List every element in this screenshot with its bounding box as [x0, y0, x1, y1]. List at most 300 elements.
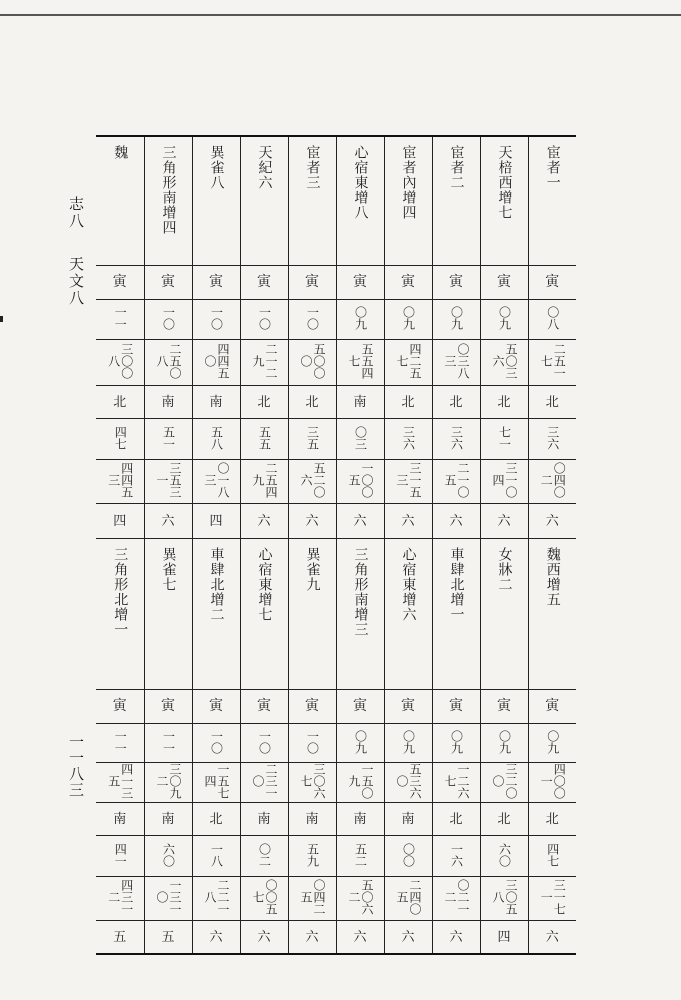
table-cell: [336, 504, 384, 539]
table-cell: [144, 386, 192, 419]
cell-value: 五九: [305, 842, 320, 867]
table-cell: [480, 836, 528, 877]
table-cell: [144, 419, 192, 460]
cell-value: 三〇九二: [155, 763, 182, 799]
cell-value: 寅: [401, 698, 415, 714]
table-cell: [192, 803, 240, 836]
cell-value: 四七: [113, 425, 128, 450]
cell-value: 四七: [545, 842, 560, 867]
star-table: [96, 135, 576, 955]
table-cell: [528, 266, 576, 300]
cell-value: 一〇: [305, 729, 320, 754]
cell-value: 南: [113, 811, 127, 827]
star-name: 心宿東增八: [352, 145, 369, 220]
star-name: 天棓西增七: [496, 145, 513, 220]
table-cell: [192, 877, 240, 921]
cell-value: 一〇: [305, 306, 320, 330]
cell-value: 南: [401, 811, 415, 827]
table-row: [96, 386, 576, 419]
cell-value: 六: [401, 513, 415, 529]
table-cell: [432, 690, 480, 724]
cell-value: 北: [113, 394, 127, 410]
cell-value: 五五四七: [347, 343, 374, 379]
table-cell: [384, 300, 432, 340]
cell-value: 寅: [449, 698, 463, 714]
cell-value: 一一: [113, 729, 128, 754]
table-cell: [192, 504, 240, 539]
star-name: 天紀六: [256, 145, 273, 190]
cell-value: 七一: [497, 425, 512, 450]
table-cell: [240, 724, 288, 763]
cell-value: 六: [353, 513, 367, 529]
table-cell: [96, 419, 144, 460]
cell-value: 〇〇五七: [251, 879, 278, 915]
cell-value: 一〇: [209, 306, 224, 330]
table-cell: [288, 921, 336, 955]
cell-value: 一〇: [209, 729, 224, 754]
table-cell: [96, 504, 144, 539]
table-row: [96, 803, 576, 836]
table-row: [96, 460, 576, 504]
cell-value: 北: [449, 811, 463, 827]
cell-value: 〇九: [353, 729, 368, 754]
table-cell: [480, 136, 528, 266]
table-cell: [96, 803, 144, 836]
side-tick: [0, 316, 3, 322]
table-cell: [528, 921, 576, 955]
table-cell: [432, 300, 480, 340]
table-cell: [336, 460, 384, 504]
table-cell: [144, 136, 192, 266]
table-cell: [384, 763, 432, 803]
cell-value: 〇二一二: [443, 879, 470, 915]
table-cell: [384, 836, 432, 877]
table-cell: [288, 386, 336, 419]
cell-value: 寅: [545, 698, 560, 714]
table-cell: [240, 340, 288, 386]
table-cell: [240, 763, 288, 803]
table-cell: [288, 724, 336, 763]
cell-value: 寅: [161, 274, 175, 290]
table-row: [96, 690, 576, 724]
cell-value: 寅: [161, 698, 175, 714]
table-row: [96, 921, 576, 955]
table-cell: [432, 504, 480, 539]
star-name: 車肆北增二: [208, 547, 225, 622]
cell-value: 寅: [401, 274, 415, 290]
cell-value: 一〇: [257, 729, 272, 754]
cell-value: 五五: [257, 425, 272, 450]
cell-value: 北: [497, 394, 511, 410]
cell-value: 寅: [257, 274, 271, 290]
table-cell: [288, 266, 336, 300]
table-cell: [384, 419, 432, 460]
cell-value: 五〇三六: [491, 343, 518, 379]
table-cell: [528, 460, 576, 504]
cell-value: 四四五三: [106, 462, 134, 498]
cell-value: 六〇: [497, 842, 512, 867]
cell-value: 南: [209, 394, 223, 410]
table-cell: [336, 921, 384, 955]
table-row: [96, 419, 576, 460]
table-cell: [144, 340, 192, 386]
cell-value: 一一: [113, 306, 128, 330]
top-rule: [0, 14, 681, 16]
table-cell: [480, 460, 528, 504]
cell-value: 南: [353, 394, 367, 410]
table-cell: [384, 504, 432, 539]
cell-value: 五二〇六: [299, 462, 326, 498]
table-cell: [528, 504, 576, 539]
table-row: [96, 724, 576, 763]
cell-value: 寅: [209, 698, 223, 714]
cell-value: 南: [257, 811, 271, 827]
table-cell: [192, 539, 240, 690]
cell-value: 〇二: [257, 842, 272, 867]
cell-value: 四一三五: [106, 763, 134, 799]
table-cell: [96, 763, 144, 803]
table-cell: [96, 690, 144, 724]
cell-value: 寅: [257, 698, 271, 714]
table-cell: [384, 340, 432, 386]
cell-value: 寅: [497, 698, 511, 714]
cell-value: 寅: [353, 274, 367, 290]
cell-value: 寅: [545, 274, 560, 290]
table-cell: [384, 539, 432, 690]
table-cell: [96, 460, 144, 504]
cell-value: 三一五三: [395, 462, 422, 498]
star-name: 女牀二: [496, 547, 513, 592]
table-cell: [192, 724, 240, 763]
cell-value: 南: [161, 811, 175, 827]
table-row: [96, 136, 576, 266]
star-name: 宦者內增四: [400, 145, 417, 220]
table-cell: [96, 136, 144, 266]
table-cell: [432, 340, 480, 386]
cell-value: 六: [497, 513, 511, 529]
table-cell: [240, 266, 288, 300]
cell-value: 一〇: [161, 306, 176, 330]
table-cell: [384, 460, 432, 504]
star-name: 三角形南增三: [352, 547, 369, 637]
cell-value: 三〇〇八: [106, 343, 134, 379]
table-cell: [144, 539, 192, 690]
table-cell: [432, 877, 480, 921]
cell-value: 北: [257, 394, 271, 410]
table-cell: [240, 803, 288, 836]
table-cell: [288, 504, 336, 539]
table-cell: [336, 300, 384, 340]
cell-value: 三六: [545, 425, 560, 450]
star-name: 宦者二: [448, 145, 465, 190]
cell-value: 四四五〇: [203, 343, 230, 379]
cell-value: 六: [209, 929, 223, 945]
table-cell: [288, 136, 336, 266]
cell-value: 寅: [112, 698, 127, 714]
cell-value: 二三一〇: [251, 763, 278, 799]
cell-value: 一一: [161, 729, 176, 754]
table-cell: [240, 300, 288, 340]
cell-value: 〇〇: [401, 842, 416, 867]
table-cell: [96, 386, 144, 419]
table-cell: [432, 836, 480, 877]
cell-value: 六: [353, 929, 367, 945]
table-cell: [144, 300, 192, 340]
cell-value: 五: [113, 929, 127, 945]
cell-value: 四: [209, 513, 223, 529]
cell-value: 寅: [112, 274, 127, 290]
table-cell: [144, 877, 192, 921]
cell-value: 三一七一: [539, 879, 567, 915]
table-cell: [192, 460, 240, 504]
cell-value: 三五三一: [155, 462, 182, 498]
table-cell: [336, 419, 384, 460]
cell-value: 一五〇九: [347, 763, 374, 799]
table-cell: [288, 300, 336, 340]
table-cell: [240, 504, 288, 539]
table-cell: [480, 690, 528, 724]
table-cell: [432, 803, 480, 836]
cell-value: 〇九: [353, 306, 368, 330]
table-cell: [336, 266, 384, 300]
table-cell: [144, 504, 192, 539]
cell-value: 六: [545, 929, 559, 945]
table-cell: [480, 386, 528, 419]
table-row: [96, 300, 576, 340]
cell-value: 北: [209, 811, 223, 827]
table-cell: [144, 803, 192, 836]
cell-value: 五〇〇〇: [299, 343, 326, 379]
table-cell: [432, 921, 480, 955]
table-cell: [96, 836, 144, 877]
table-cell: [384, 724, 432, 763]
table-cell: [240, 460, 288, 504]
table-cell: [96, 539, 144, 690]
table-cell: [384, 803, 432, 836]
table-cell: [192, 690, 240, 724]
cell-value: 寅: [305, 698, 319, 714]
cell-value: 五〇六二: [347, 879, 374, 915]
cell-value: 二一二九: [251, 343, 278, 379]
cell-value: 一三一〇: [155, 879, 182, 915]
table-cell: [336, 877, 384, 921]
table-cell: [144, 921, 192, 955]
table-cell: [528, 136, 576, 266]
table-cell: [432, 724, 480, 763]
table-cell: [528, 539, 576, 690]
cell-value: 六: [449, 929, 463, 945]
table-cell: [432, 386, 480, 419]
cell-value: 六: [401, 929, 415, 945]
cell-value: 六: [545, 513, 559, 529]
cell-value: 南: [353, 811, 367, 827]
cell-value: 一〇: [257, 306, 272, 330]
page-number: 一一八三: [67, 734, 85, 798]
table-cell: [288, 877, 336, 921]
table-cell: [192, 300, 240, 340]
table-cell: [192, 836, 240, 877]
table-cell: [528, 724, 576, 763]
cell-value: 〇九: [449, 729, 464, 754]
cell-value: 寅: [497, 274, 511, 290]
table-cell: [432, 460, 480, 504]
table-row: [96, 340, 576, 386]
table-cell: [528, 300, 576, 340]
table-cell: [480, 266, 528, 300]
table-cell: [288, 690, 336, 724]
cell-value: 二二一八: [203, 879, 230, 915]
table-cell: [384, 877, 432, 921]
cell-value: 二四〇五: [395, 879, 422, 915]
cell-value: 〇九: [497, 306, 512, 330]
cell-value: 〇八: [545, 306, 560, 330]
cell-value: 二五一七: [539, 343, 567, 379]
table-cell: [528, 836, 576, 877]
cell-value: 二五〇八: [155, 343, 182, 379]
table-cell: [144, 763, 192, 803]
cell-value: 五二: [353, 842, 368, 867]
table-row: [96, 504, 576, 539]
table-cell: [288, 763, 336, 803]
cell-value: 〇一八三: [203, 462, 230, 498]
table-cell: [288, 803, 336, 836]
table-cell: [336, 690, 384, 724]
cell-value: 四二五七: [395, 343, 422, 379]
table-cell: [480, 921, 528, 955]
cell-value: 二一〇五: [443, 462, 470, 498]
star-name: 異雀八: [208, 145, 225, 190]
table-cell: [528, 803, 576, 836]
table-cell: [480, 724, 528, 763]
star-name: 車肆北增一: [448, 547, 465, 622]
table-cell: [336, 836, 384, 877]
table-cell: [144, 724, 192, 763]
table-cell: [336, 539, 384, 690]
cell-value: 北: [305, 394, 319, 410]
table-cell: [336, 340, 384, 386]
table-cell: [528, 340, 576, 386]
cell-value: 寅: [449, 274, 463, 290]
cell-value: 六: [257, 929, 271, 945]
table-cell: [480, 340, 528, 386]
table-cell: [336, 136, 384, 266]
table-cell: [480, 877, 528, 921]
table-cell: [480, 504, 528, 539]
star-name: 宦者一: [544, 145, 561, 190]
table-row: [96, 763, 576, 803]
table-row: [96, 877, 576, 921]
table-cell: [480, 539, 528, 690]
table-cell: [336, 386, 384, 419]
table-cell: [144, 460, 192, 504]
table-cell: [96, 921, 144, 955]
cell-value: 三六: [401, 425, 416, 450]
table-cell: [240, 386, 288, 419]
table-cell: [96, 877, 144, 921]
cell-value: 四: [497, 929, 511, 945]
table-cell: [288, 419, 336, 460]
table-cell: [96, 300, 144, 340]
table-cell: [288, 836, 336, 877]
cell-value: 南: [305, 811, 319, 827]
star-name: 三角形北增一: [112, 547, 129, 637]
table-cell: [288, 340, 336, 386]
table-cell: [480, 419, 528, 460]
star-name: 心宿東增六: [400, 547, 417, 622]
cell-value: 北: [545, 811, 559, 827]
cell-value: 六: [449, 513, 463, 529]
table-cell: [192, 340, 240, 386]
cell-value: 五八: [209, 425, 224, 450]
cell-value: 四〇〇一: [539, 763, 567, 799]
cell-value: 〇九: [401, 306, 416, 330]
cell-value: 〇九: [545, 729, 560, 754]
table-cell: [336, 803, 384, 836]
cell-value: 〇四〇二: [539, 462, 567, 498]
table-cell: [192, 921, 240, 955]
table-cell: [144, 690, 192, 724]
cell-value: 一〇〇五: [347, 462, 374, 498]
cell-value: 一八: [209, 842, 224, 867]
cell-value: 三二〇〇: [491, 763, 518, 799]
table-cell: [192, 419, 240, 460]
star-name: 心宿東增七: [256, 547, 273, 622]
table-cell: [96, 340, 144, 386]
table-cell: [336, 763, 384, 803]
cell-value: 〇三: [353, 425, 368, 450]
cell-value: 六: [305, 929, 319, 945]
table-row: [96, 836, 576, 877]
table-cell: [480, 300, 528, 340]
cell-value: 寅: [209, 274, 223, 290]
cell-value: 南: [161, 394, 175, 410]
cell-value: 一五七四: [203, 763, 230, 799]
cell-value: 一二六七: [443, 763, 470, 799]
table-cell: [384, 386, 432, 419]
table-cell: [336, 724, 384, 763]
table-cell: [240, 539, 288, 690]
star-name: 異雀九: [304, 547, 321, 592]
cell-value: 六: [161, 513, 175, 529]
cell-value: 三六: [449, 425, 464, 450]
table-cell: [480, 803, 528, 836]
cell-value: 五三六〇: [395, 763, 422, 799]
table-cell: [144, 266, 192, 300]
table-cell: [240, 136, 288, 266]
cell-value: 四三一二: [106, 879, 134, 915]
star-name: 魏: [112, 145, 129, 160]
star-name: 異雀七: [160, 547, 177, 592]
table-cell: [528, 763, 576, 803]
cell-value: 一六: [449, 842, 464, 867]
table-cell: [192, 763, 240, 803]
table-cell: [432, 136, 480, 266]
table-cell: [240, 877, 288, 921]
cell-value: 北: [497, 811, 511, 827]
cell-value: 北: [401, 394, 415, 410]
table-cell: [432, 763, 480, 803]
table-cell: [192, 136, 240, 266]
table-cell: [192, 386, 240, 419]
cell-value: 寅: [305, 274, 319, 290]
cell-value: 三一〇四: [491, 462, 518, 498]
cell-value: 〇九: [497, 729, 512, 754]
table-cell: [384, 690, 432, 724]
table-cell: [240, 836, 288, 877]
cell-value: 北: [449, 394, 463, 410]
table-cell: [144, 836, 192, 877]
star-name: 魏西增五: [544, 547, 561, 607]
